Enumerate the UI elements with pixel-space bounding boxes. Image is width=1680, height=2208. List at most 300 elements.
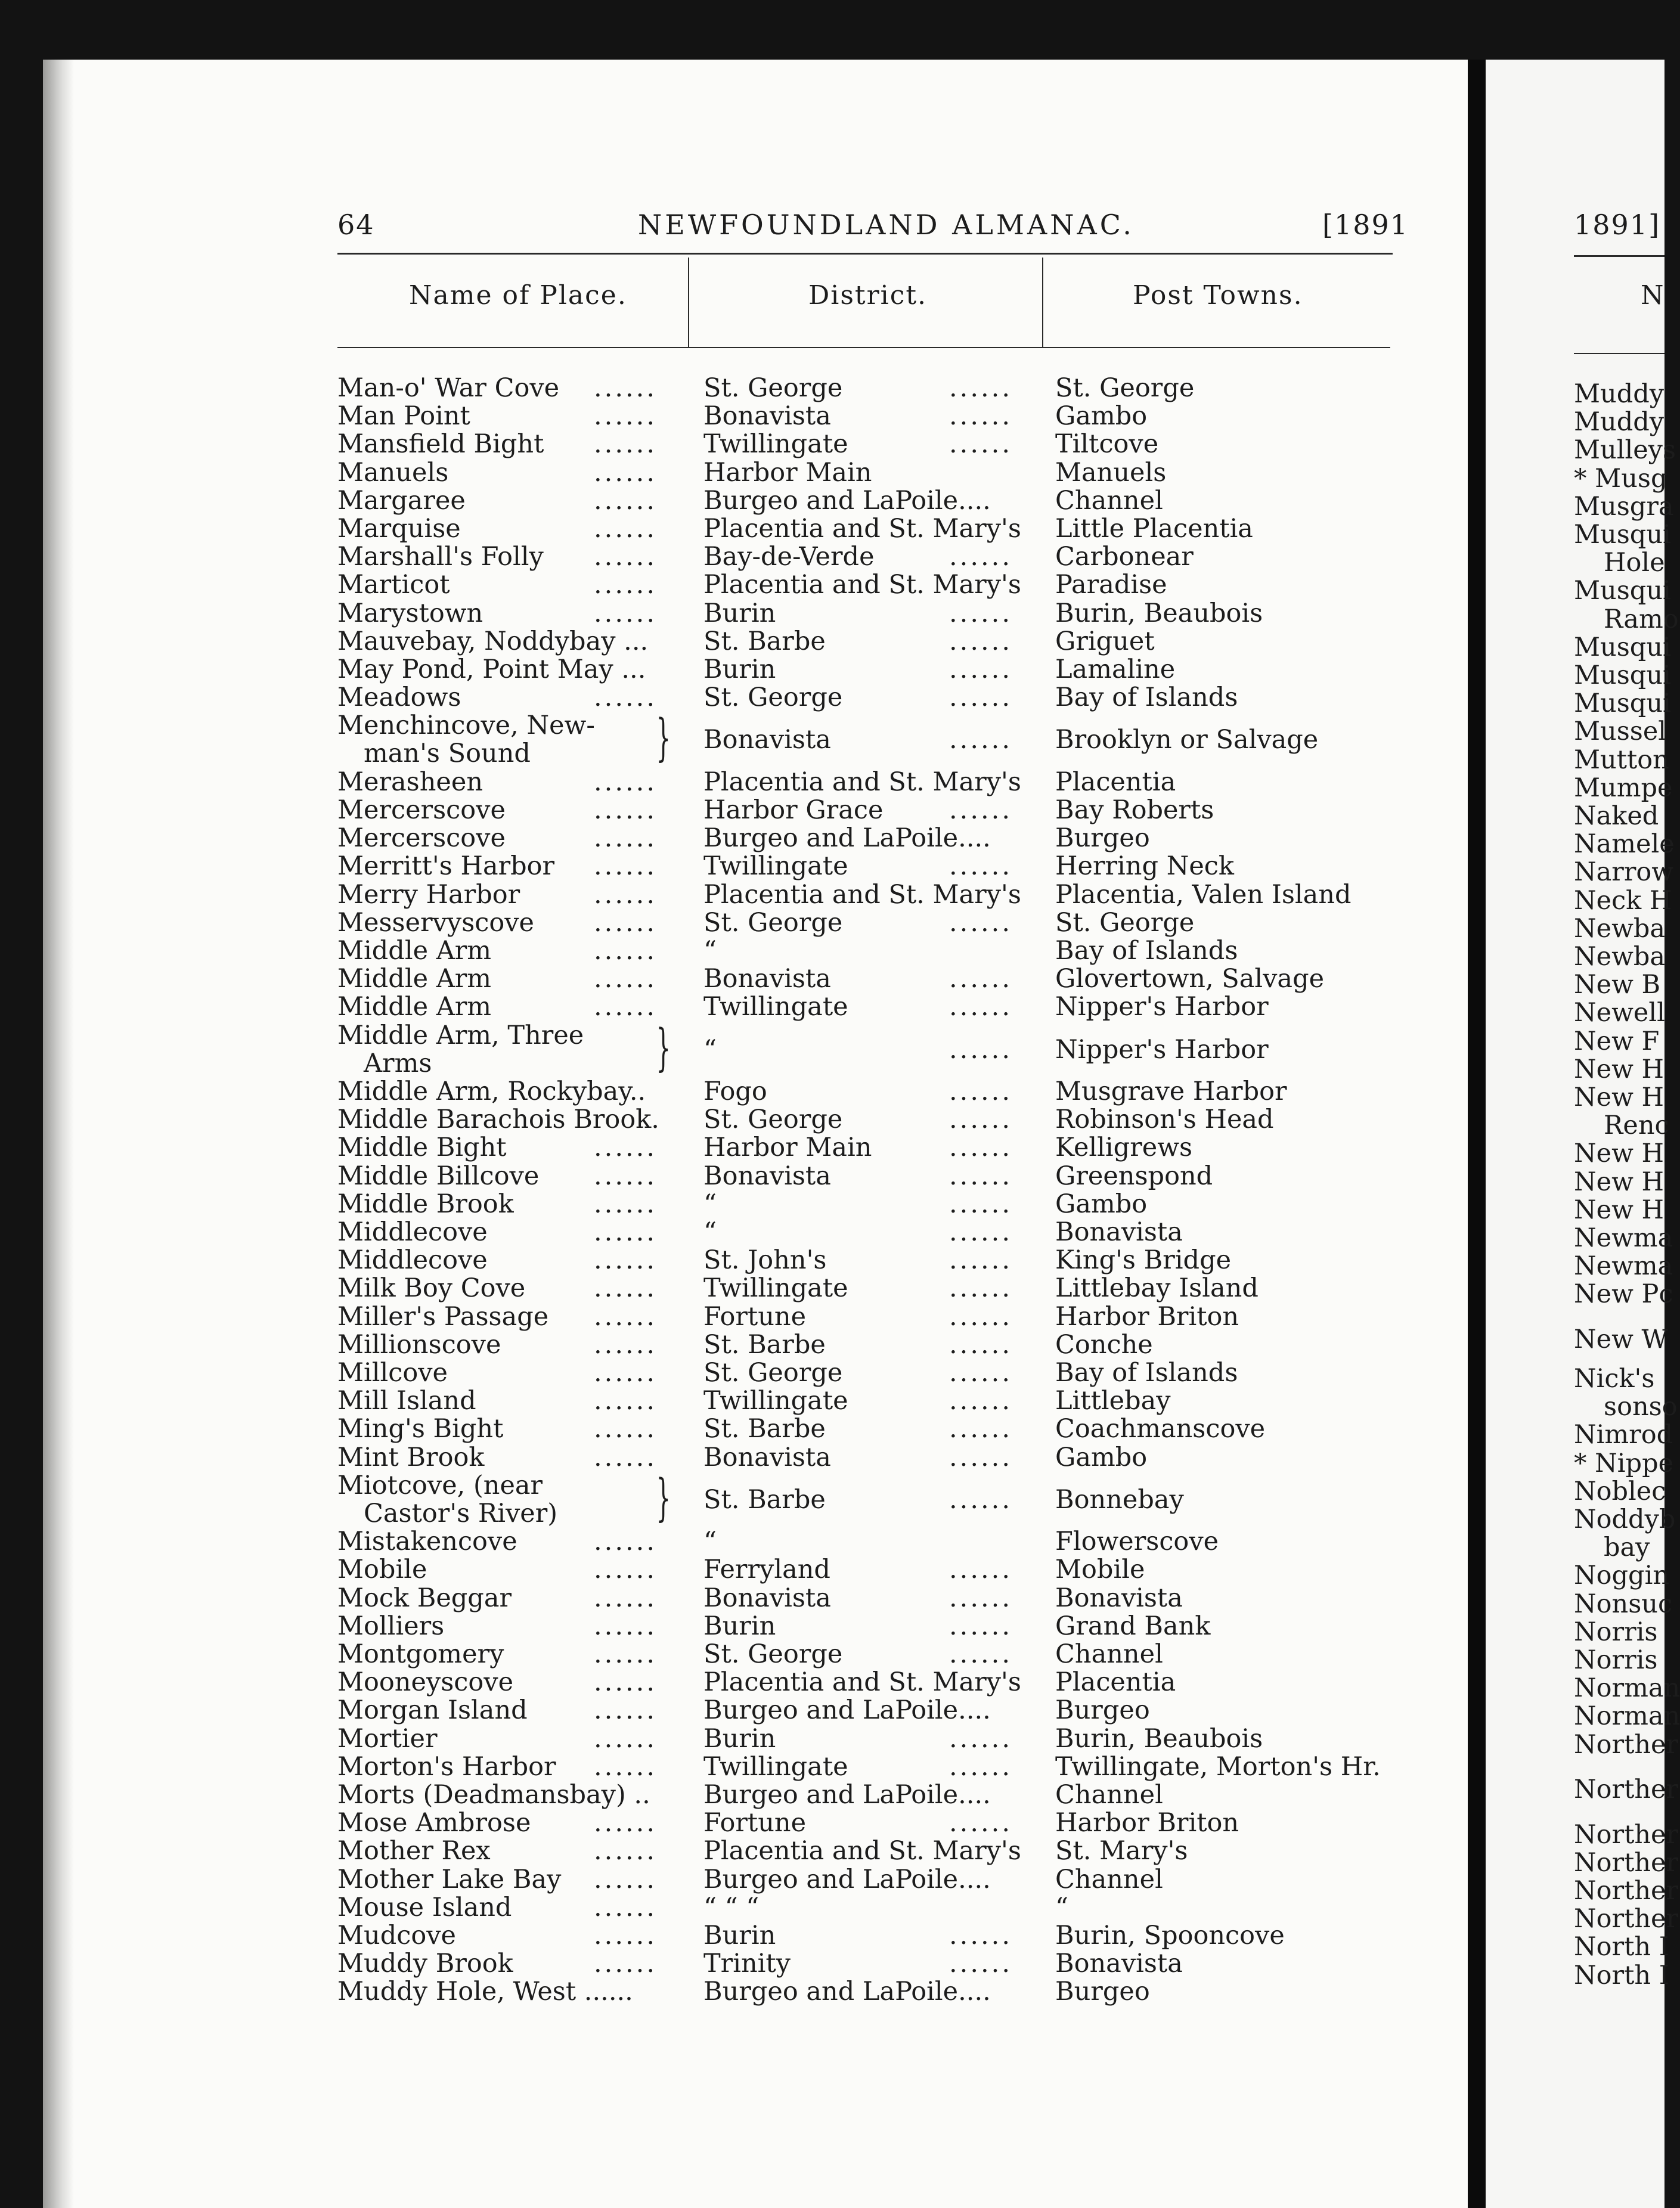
leader-dots: ...... bbox=[594, 1808, 658, 1838]
post-town-cell: Bay of Islands bbox=[1055, 1358, 1238, 1388]
table-row bbox=[0, 708, 1431, 768]
leader-dots: ...... bbox=[594, 1414, 658, 1444]
table-row bbox=[0, 571, 1431, 599]
place-name: Marquise bbox=[337, 514, 461, 544]
right-page-entry: Musqui bbox=[1574, 689, 1671, 718]
district-cell: “ bbox=[703, 1035, 717, 1065]
leader-dots: ...... bbox=[949, 683, 1013, 712]
leader-dots: ...... bbox=[949, 1639, 1013, 1669]
post-town-cell: Burgeo bbox=[1055, 1977, 1150, 2007]
right-page-entry: Norther bbox=[1574, 1904, 1679, 1934]
leader-dots: ...... bbox=[949, 1752, 1013, 1782]
post-town-cell: Kelligrews bbox=[1055, 1133, 1193, 1162]
post-town-cell: Channel bbox=[1055, 1865, 1163, 1894]
place-name-continued: Arms bbox=[364, 1049, 432, 1078]
leader-dots: ...... bbox=[594, 514, 658, 544]
leader-dots: ...... bbox=[594, 1836, 658, 1866]
place-name: Millcove bbox=[337, 1358, 448, 1388]
place-name: Middle Bight bbox=[337, 1133, 507, 1162]
right-page-entry: Narrow bbox=[1574, 857, 1674, 887]
right-page-entry: Nick's bbox=[1574, 1364, 1655, 1394]
post-town-cell: Channel bbox=[1055, 1639, 1163, 1669]
post-town-cell: Gambo bbox=[1055, 401, 1148, 431]
post-town-cell: Burin, Beaubois bbox=[1055, 1724, 1263, 1754]
place-name: Millionscove bbox=[337, 1330, 501, 1360]
leader-dots: ...... bbox=[949, 851, 1013, 881]
place-name: Manuels bbox=[337, 458, 449, 488]
right-page-entry: Mutton bbox=[1574, 745, 1669, 775]
column-header-post-towns: Post Towns. bbox=[1133, 280, 1303, 311]
district-cell: Placentia and St. Mary's bbox=[703, 880, 1021, 910]
district-cell: Burin bbox=[703, 655, 776, 684]
district-cell: Placentia and St. Mary's bbox=[703, 514, 1021, 544]
place-name: Man-o' War Cove bbox=[337, 373, 560, 403]
right-page-entry: Newma bbox=[1574, 1251, 1673, 1281]
place-name: Merry Harbor bbox=[337, 880, 520, 910]
table-row bbox=[0, 1556, 1431, 1584]
district-cell: Burin bbox=[703, 1611, 776, 1641]
leader-dots: ...... bbox=[949, 598, 1013, 628]
district-cell: “ bbox=[703, 936, 717, 966]
table-row bbox=[0, 824, 1431, 852]
leader-dots: ...... bbox=[594, 1358, 658, 1388]
place-name: Middle Arm bbox=[337, 964, 492, 994]
post-town-cell: Grand Bank bbox=[1055, 1611, 1211, 1641]
place-name: Man Point bbox=[337, 401, 470, 431]
table-row bbox=[0, 487, 1431, 515]
district-cell: “ bbox=[703, 1189, 717, 1219]
district-cell: “ “ “ bbox=[703, 1893, 760, 1922]
post-town-cell: Glovertown, Salvage bbox=[1055, 964, 1325, 994]
district-cell: Fortune bbox=[703, 1302, 807, 1332]
leader-dots: ...... bbox=[594, 570, 658, 600]
place-name: Molliers bbox=[337, 1611, 445, 1641]
district-cell: Bonavista bbox=[703, 964, 831, 994]
leader-dots: ...... bbox=[949, 1035, 1013, 1065]
district-cell: Placentia and St. Mary's bbox=[703, 1836, 1021, 1866]
post-town-cell: St. Mary's bbox=[1055, 1836, 1188, 1866]
post-town-cell: Bonavista bbox=[1055, 1949, 1183, 1978]
post-town-cell: Little Placentia bbox=[1055, 514, 1253, 544]
leader-dots: ...... bbox=[949, 1273, 1013, 1303]
table-row bbox=[0, 1387, 1431, 1415]
place-name: Mercerscove bbox=[337, 795, 506, 825]
table-row bbox=[0, 965, 1431, 993]
grouping-brace: } bbox=[656, 1468, 671, 1527]
district-cell: Fogo bbox=[703, 1077, 767, 1106]
place-name: Marystown bbox=[337, 598, 483, 628]
place-name: Mill Island bbox=[337, 1386, 476, 1416]
table-row bbox=[0, 1303, 1431, 1331]
right-page-entry: bay bbox=[1604, 1533, 1650, 1562]
table-row bbox=[0, 768, 1431, 796]
district-cell: Burin bbox=[703, 1724, 776, 1754]
place-name-continued: man's Sound bbox=[364, 739, 531, 768]
leader-dots: ...... bbox=[594, 1161, 658, 1191]
place-name: May Pond, Point May ... bbox=[337, 655, 646, 684]
right-column-header: N bbox=[1641, 280, 1665, 311]
district-cell: Burgeo and LaPoile.... bbox=[703, 486, 991, 516]
leader-dots: ...... bbox=[594, 851, 658, 881]
district-cell: Bonavista bbox=[703, 1583, 831, 1613]
leader-dots: ...... bbox=[594, 1639, 658, 1669]
district-cell: Burgeo and LaPoile.... bbox=[703, 1977, 991, 2007]
right-page-entry: New H bbox=[1574, 1167, 1664, 1197]
district-cell: “ bbox=[703, 1527, 717, 1556]
post-town-cell: Gambo bbox=[1055, 1189, 1148, 1219]
right-page-entry: Noblec bbox=[1574, 1477, 1666, 1506]
place-name: Merritt's Harbor bbox=[337, 851, 555, 881]
table-row bbox=[0, 1894, 1431, 1922]
right-page-entry: Musqui bbox=[1574, 660, 1671, 690]
right-page-entry: * Musg bbox=[1574, 464, 1667, 494]
table-row bbox=[0, 1190, 1431, 1218]
place-name: Margaree bbox=[337, 486, 466, 516]
post-town-cell: Bay of Islands bbox=[1055, 683, 1238, 712]
leader-dots: ...... bbox=[594, 1865, 658, 1894]
place-name: Morton's Harbor bbox=[337, 1752, 556, 1782]
leader-dots: ...... bbox=[949, 992, 1013, 1022]
post-town-cell: Carbonear bbox=[1055, 542, 1194, 572]
table-row bbox=[0, 1274, 1431, 1303]
leader-dots: ...... bbox=[594, 1611, 658, 1641]
post-town-cell: Channel bbox=[1055, 1780, 1163, 1810]
right-page-entry: Renc bbox=[1604, 1111, 1669, 1140]
district-cell: Burgeo and LaPoile.... bbox=[703, 1865, 991, 1894]
table-row bbox=[0, 543, 1431, 571]
table-row bbox=[0, 1468, 1431, 1528]
leader-dots: ...... bbox=[949, 1189, 1013, 1219]
post-town-cell: King's Bridge bbox=[1055, 1245, 1232, 1275]
grouping-brace: } bbox=[656, 708, 671, 767]
leader-dots: ...... bbox=[949, 429, 1013, 459]
post-town-cell: Lamaline bbox=[1055, 655, 1176, 684]
place-name: Miller's Passage bbox=[337, 1302, 549, 1332]
district-cell: Harbor Grace bbox=[703, 795, 884, 825]
leader-dots: ...... bbox=[594, 486, 658, 516]
right-page-entry: Norther bbox=[1574, 1775, 1679, 1804]
district-cell: Placentia and St. Mary's bbox=[703, 767, 1021, 797]
post-town-cell: Herring Neck bbox=[1055, 851, 1234, 881]
table-row bbox=[0, 430, 1431, 458]
place-name: Middle Arm, Rockybay.. bbox=[337, 1077, 646, 1106]
place-name: Mother Lake Bay bbox=[337, 1865, 562, 1894]
header-rule bbox=[337, 253, 1393, 255]
header-year: [1891 bbox=[1322, 209, 1409, 241]
right-page-entry: Musqui bbox=[1574, 520, 1671, 550]
table-row bbox=[0, 1950, 1431, 1978]
leader-dots: ...... bbox=[949, 908, 1013, 938]
leader-dots: ...... bbox=[594, 1949, 658, 1978]
right-page-entry: Newell bbox=[1574, 998, 1665, 1028]
right-page-entry: Naked bbox=[1574, 801, 1659, 831]
table-row bbox=[0, 402, 1431, 430]
right-page-entry: Noggin bbox=[1574, 1561, 1670, 1590]
table-row bbox=[0, 1444, 1431, 1472]
place-name: Mother Rex bbox=[337, 1836, 491, 1866]
post-town-cell: Griguet bbox=[1055, 627, 1155, 656]
table-row bbox=[0, 1162, 1431, 1190]
table-row bbox=[0, 1528, 1431, 1556]
place-name: Montgomery bbox=[337, 1639, 504, 1669]
table-row bbox=[0, 1359, 1431, 1387]
right-page-entry: Norther bbox=[1574, 1876, 1679, 1906]
district-cell: Bonavista bbox=[703, 1161, 831, 1191]
post-town-cell: Harbor Briton bbox=[1055, 1302, 1239, 1332]
district-cell: Burgeo and LaPoile.... bbox=[703, 823, 991, 853]
leader-dots: ...... bbox=[949, 1583, 1013, 1613]
right-page-entry: New H bbox=[1574, 1083, 1664, 1112]
leader-dots: ...... bbox=[594, 429, 658, 459]
table-row bbox=[0, 1331, 1431, 1359]
district-cell: St. George bbox=[703, 1358, 843, 1388]
leader-dots: ...... bbox=[949, 627, 1013, 656]
leader-dots: ...... bbox=[594, 1273, 658, 1303]
place-name: Mobile bbox=[337, 1555, 427, 1584]
place-name: Mose Ambrose bbox=[337, 1808, 531, 1838]
right-page-entry: Namele bbox=[1574, 829, 1675, 859]
place-name: Miotcove, (near bbox=[337, 1471, 543, 1500]
post-town-cell: Bonavista bbox=[1055, 1583, 1183, 1613]
right-page-entry: North I bbox=[1574, 1961, 1669, 1990]
right-page-entry: Mussel bbox=[1574, 717, 1667, 746]
right-page-entry: Newba bbox=[1574, 942, 1666, 972]
leader-dots: ...... bbox=[949, 1245, 1013, 1275]
leader-dots: ...... bbox=[949, 542, 1013, 572]
leader-dots: ...... bbox=[594, 1386, 658, 1416]
district-cell: Twillingate bbox=[703, 992, 848, 1022]
table-row bbox=[0, 1415, 1431, 1443]
table-row bbox=[0, 852, 1431, 880]
leader-dots: ...... bbox=[594, 1527, 658, 1556]
table-row bbox=[0, 937, 1431, 965]
column-header-district: District. bbox=[808, 280, 928, 311]
table-row bbox=[0, 1106, 1431, 1134]
table-row bbox=[0, 1753, 1431, 1781]
right-header-rule bbox=[1574, 255, 1664, 257]
district-cell: St. Barbe bbox=[703, 1330, 826, 1360]
place-name: Mooneyscove bbox=[337, 1667, 514, 1697]
leader-dots: ...... bbox=[594, 1724, 658, 1754]
right-page-entry: Norther bbox=[1574, 1848, 1679, 1878]
post-town-cell: Paradise bbox=[1055, 570, 1167, 600]
table-row bbox=[0, 1612, 1431, 1641]
post-town-cell: Channel bbox=[1055, 486, 1163, 516]
right-page-entry: Mulleys bbox=[1574, 435, 1676, 465]
district-cell: Twillingate bbox=[703, 1273, 848, 1303]
place-name: Middle Brook bbox=[337, 1189, 514, 1219]
leader-dots: ...... bbox=[949, 1133, 1013, 1162]
post-town-cell: Gambo bbox=[1055, 1443, 1148, 1472]
leader-dots: ...... bbox=[949, 1302, 1013, 1332]
right-page-entry: New H bbox=[1574, 1195, 1664, 1225]
leader-dots: ...... bbox=[949, 1808, 1013, 1838]
right-page-entry: Hole bbox=[1604, 548, 1665, 578]
district-cell: St. Barbe bbox=[703, 1414, 826, 1444]
column-divider bbox=[688, 258, 689, 347]
right-page-entry: Muddy bbox=[1574, 379, 1664, 409]
district-cell: Burin bbox=[703, 1921, 776, 1950]
leader-dots: ...... bbox=[594, 1443, 658, 1472]
place-name: Merasheen bbox=[337, 767, 483, 797]
leader-dots: ...... bbox=[594, 1667, 658, 1697]
table-row bbox=[0, 1697, 1431, 1725]
page-title: NEWFOUNDLAND ALMANAC. bbox=[638, 209, 1135, 241]
district-cell: “ bbox=[703, 1217, 717, 1247]
post-town-cell: Littlebay bbox=[1055, 1386, 1171, 1416]
leader-dots: ...... bbox=[594, 683, 658, 712]
table-row bbox=[0, 1134, 1431, 1162]
leader-dots: ...... bbox=[594, 1893, 658, 1922]
district-cell: Bonavista bbox=[703, 725, 831, 755]
right-page-entry: Ramo bbox=[1604, 604, 1679, 634]
table-row bbox=[0, 1978, 1431, 2006]
table-row bbox=[0, 993, 1431, 1021]
right-page-entry: Musqui bbox=[1574, 576, 1671, 606]
right-page-entry: Norman bbox=[1574, 1701, 1680, 1731]
district-cell: Burin bbox=[703, 598, 776, 628]
district-cell: Twillingate bbox=[703, 1386, 848, 1416]
post-town-cell: Twillingate, Morton's Hr. bbox=[1055, 1752, 1381, 1782]
post-town-cell: Burin, Spooncove bbox=[1055, 1921, 1285, 1950]
right-page-year: 1891] bbox=[1574, 209, 1661, 241]
right-page-entry: Musqui bbox=[1574, 632, 1671, 662]
post-town-cell: Bonnebay bbox=[1055, 1485, 1184, 1515]
leader-dots: ...... bbox=[594, 1245, 658, 1275]
right-page-entry: New W bbox=[1574, 1325, 1668, 1354]
leader-dots: ...... bbox=[594, 1302, 658, 1332]
leader-dots: ...... bbox=[949, 1724, 1013, 1754]
leader-dots: ...... bbox=[949, 1949, 1013, 1978]
place-name: Middle Barachois Brook. bbox=[337, 1105, 659, 1134]
right-page-entry: Newma bbox=[1574, 1223, 1673, 1253]
place-name: Morgan Island bbox=[337, 1695, 528, 1725]
table-row bbox=[0, 881, 1431, 909]
post-town-cell: Burgeo bbox=[1055, 1695, 1150, 1725]
leader-dots: ...... bbox=[594, 880, 658, 910]
post-town-cell: Manuels bbox=[1055, 458, 1167, 488]
place-name: Messervyscove bbox=[337, 908, 534, 938]
district-cell: St. George bbox=[703, 908, 843, 938]
district-cell: Twillingate bbox=[703, 1752, 848, 1782]
leader-dots: ...... bbox=[594, 401, 658, 431]
place-name: Middlecove bbox=[337, 1245, 488, 1275]
district-cell: Harbor Main bbox=[703, 458, 872, 488]
place-name: Middle Arm bbox=[337, 936, 492, 966]
leader-dots: ...... bbox=[949, 1485, 1013, 1515]
leader-dots: ...... bbox=[949, 1161, 1013, 1191]
district-cell: Placentia and St. Mary's bbox=[703, 1667, 1021, 1697]
post-town-cell: Placentia bbox=[1055, 767, 1176, 797]
leader-dots: ...... bbox=[594, 1695, 658, 1725]
right-column-head-rule bbox=[1574, 353, 1664, 354]
table-row bbox=[0, 1246, 1431, 1274]
table-row bbox=[0, 1584, 1431, 1612]
right-page-entry: Noddyb bbox=[1574, 1505, 1676, 1534]
district-cell: St. George bbox=[703, 1639, 843, 1669]
leader-dots: ...... bbox=[949, 655, 1013, 684]
place-name: Marshall's Folly bbox=[337, 542, 544, 572]
leader-dots: ...... bbox=[594, 1217, 658, 1247]
district-cell: Burgeo and LaPoile.... bbox=[703, 1780, 991, 1810]
district-cell: St. George bbox=[703, 1105, 843, 1134]
table-row bbox=[0, 515, 1431, 543]
right-page-entry: Norther bbox=[1574, 1730, 1679, 1760]
right-page-entry: Newba bbox=[1574, 914, 1666, 944]
leader-dots: ...... bbox=[594, 1555, 658, 1584]
table-row bbox=[0, 656, 1431, 684]
district-cell: St. Barbe bbox=[703, 627, 826, 656]
table-row bbox=[0, 1218, 1431, 1246]
leader-dots: ...... bbox=[949, 1077, 1013, 1106]
table-row bbox=[0, 1809, 1431, 1837]
leader-dots: ...... bbox=[949, 1611, 1013, 1641]
place-name: Milk Boy Cove bbox=[337, 1273, 526, 1303]
district-cell: Bonavista bbox=[703, 1443, 831, 1472]
right-page-entry: Musgra bbox=[1574, 492, 1674, 522]
place-name: Mortier bbox=[337, 1724, 438, 1754]
right-page-entry: sonso bbox=[1604, 1392, 1678, 1422]
table-row bbox=[0, 1018, 1431, 1078]
table-row bbox=[0, 796, 1431, 824]
right-page-entry: Neck H bbox=[1574, 886, 1672, 916]
district-cell: Placentia and St. Mary's bbox=[703, 570, 1021, 600]
right-page-entry: Nimrod bbox=[1574, 1420, 1673, 1450]
district-cell: Ferryland bbox=[703, 1555, 830, 1584]
leader-dots: ...... bbox=[949, 1330, 1013, 1360]
place-name: Mistakencove bbox=[337, 1527, 517, 1556]
place-name: Marticot bbox=[337, 570, 450, 600]
right-page-entry: New B bbox=[1574, 970, 1661, 1000]
table-row bbox=[0, 1922, 1431, 1950]
leader-dots: ...... bbox=[949, 1921, 1013, 1950]
district-cell: St. George bbox=[703, 683, 843, 712]
place-name: Menchincove, New- bbox=[337, 711, 595, 740]
post-town-cell: Tiltcove bbox=[1055, 429, 1159, 459]
district-cell: Burgeo and LaPoile.... bbox=[703, 1695, 991, 1725]
table-row bbox=[0, 600, 1431, 628]
post-town-cell: Conche bbox=[1055, 1330, 1153, 1360]
leader-dots: ...... bbox=[594, 1133, 658, 1162]
right-page-entry: Muddy bbox=[1574, 407, 1664, 437]
place-name: Middle Arm, Three bbox=[337, 1021, 584, 1050]
leader-dots: ...... bbox=[594, 908, 658, 938]
leader-dots: ...... bbox=[594, 964, 658, 994]
table-row bbox=[0, 628, 1431, 656]
post-town-cell: “ bbox=[1055, 1893, 1068, 1922]
place-name: Middle Billcove bbox=[337, 1161, 540, 1191]
leader-dots: ...... bbox=[594, 458, 658, 488]
grouping-brace: } bbox=[656, 1018, 671, 1077]
table-row bbox=[0, 374, 1431, 402]
column-divider bbox=[1042, 258, 1043, 347]
right-page-entry: Nonsuc bbox=[1574, 1589, 1673, 1619]
place-name: Meadows bbox=[337, 683, 461, 712]
leader-dots: ...... bbox=[594, 936, 658, 966]
table-row bbox=[0, 459, 1431, 487]
table-row bbox=[0, 1641, 1431, 1669]
leader-dots: ...... bbox=[949, 401, 1013, 431]
leader-dots: ...... bbox=[594, 1189, 658, 1219]
table-row bbox=[0, 909, 1431, 937]
leader-dots: ...... bbox=[594, 1330, 658, 1360]
place-name: Mouse Island bbox=[337, 1893, 512, 1922]
place-name: Middle Arm bbox=[337, 992, 492, 1022]
post-town-cell: Placentia bbox=[1055, 1667, 1176, 1697]
leader-dots: ...... bbox=[949, 1217, 1013, 1247]
post-town-cell: Brooklyn or Salvage bbox=[1055, 725, 1319, 755]
table-row bbox=[0, 1725, 1431, 1753]
